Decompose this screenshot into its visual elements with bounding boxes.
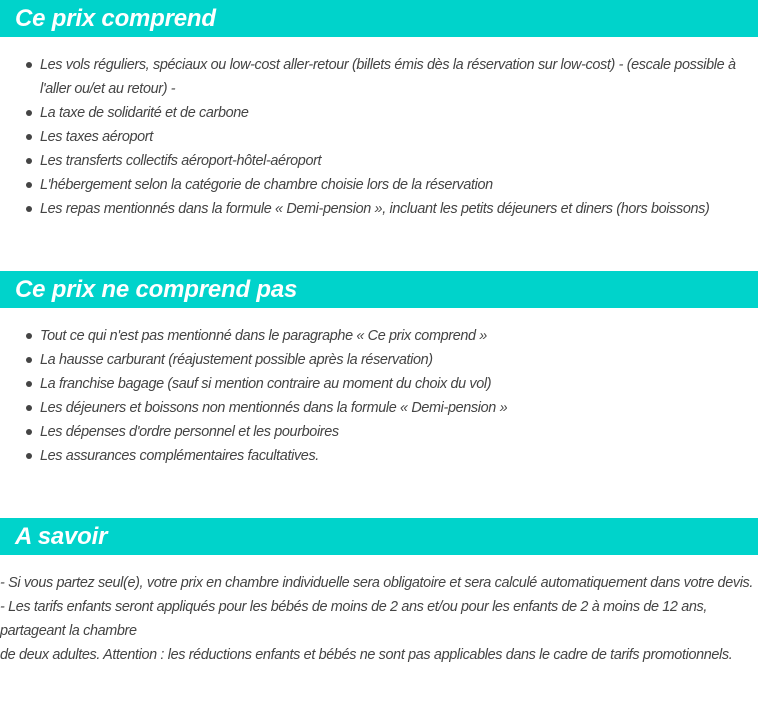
section-header-included: Ce prix comprend <box>0 0 758 37</box>
list-item <box>0 396 758 420</box>
list-item-text: Les taxes aéroport <box>40 129 153 145</box>
bullet-icon <box>26 357 32 363</box>
bullet-icon <box>26 110 32 116</box>
list-item-text: La taxe de solidarité et de carbone <box>40 105 249 121</box>
list-item-text: Les repas mentionnés dans la formule « Demi-pension », incluant les petits déjeuners et diners (hors boissons) <box>40 201 710 217</box>
bullet-icon <box>26 206 32 212</box>
section-header-good-to-know: A savoir <box>0 518 758 555</box>
list-item <box>0 101 758 125</box>
list-item-text: La franchise bagage (sauf si mention contraire au moment du choix du vol) <box>40 376 492 392</box>
list-item-text: Les assurances complémentaires facultatives. <box>40 448 319 464</box>
not-included-list <box>0 324 758 468</box>
list-item-text: L'hébergement selon la catégorie de chambre choisie lors de la réservation <box>40 177 493 193</box>
bullet-icon <box>26 453 32 459</box>
list-item-text: Les déjeuners et boissons non mentionnés dans la formule « Demi-pension » <box>40 400 508 416</box>
list-item-text: Les vols réguliers, spéciaux ou low-cost aller-retour (billets émis dès la réservation sur low-cost) - (escale possible à l'aller ou/et au retour) - <box>40 57 736 97</box>
list-item <box>0 53 758 101</box>
bullet-icon <box>26 333 32 339</box>
list-item-text: Les transferts collectifs aéroport-hôtel-aéroport <box>40 153 322 169</box>
list-item <box>0 173 758 197</box>
bullet-icon <box>26 381 32 387</box>
good-to-know-content <box>0 571 758 667</box>
bullet-icon <box>26 429 32 435</box>
list-item <box>0 372 758 396</box>
list-item-text: Tout ce qui n'est pas mentionné dans le paragraphe « Ce prix comprend » <box>40 328 487 344</box>
bullet-icon <box>26 182 32 188</box>
list-item <box>0 197 758 221</box>
bullet-icon <box>26 158 32 164</box>
info-paragraph: de deux adultes. Attention : les réductions enfants et bébés ne sont pas applicables dans le cadre de tarifs promotionnels. <box>0 647 733 663</box>
section-header-not-included: Ce prix ne comprend pas <box>0 271 758 308</box>
bullet-icon <box>26 405 32 411</box>
info-paragraph: - Les tarifs enfants seront appliqués pour les bébés de moins de 2 ans et/ou pour les enfants de 2 à moins de 12 ans, partageant la chambre <box>0 599 708 639</box>
list-item <box>0 125 758 149</box>
list-item-text: Les dépenses d'ordre personnel et les pourboires <box>40 424 339 440</box>
list-item <box>0 420 758 444</box>
info-paragraph: - Si vous partez seul(e), votre prix en chambre individuelle sera obligatoire et sera calculé automatiquement dans votre devis. <box>0 575 754 591</box>
list-item <box>0 444 758 468</box>
included-list <box>0 53 758 221</box>
list-item-text: La hausse carburant (réajustement possible après la réservation) <box>40 352 433 368</box>
list-item <box>0 324 758 348</box>
bullet-icon <box>26 134 32 140</box>
bullet-icon <box>26 62 32 68</box>
list-item <box>0 348 758 372</box>
list-item <box>0 149 758 173</box>
